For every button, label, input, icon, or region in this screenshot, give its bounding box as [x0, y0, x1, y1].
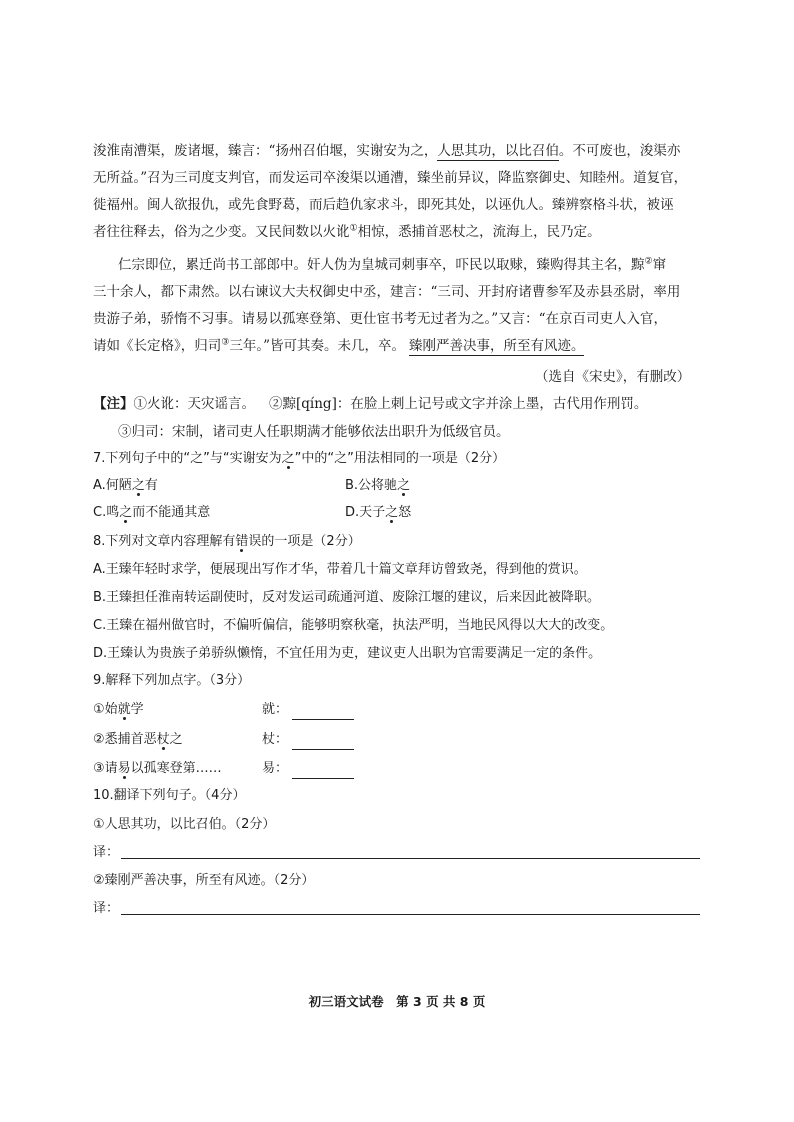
question-9-answer-2[interactable] [262, 730, 354, 750]
answer-blank[interactable] [292, 764, 354, 779]
question-9-answer-3[interactable] [262, 759, 354, 779]
dotted-char: 之 [281, 451, 295, 466]
passage-line-5 [118, 255, 728, 275]
question-8-option-d: D.王臻认为贵族子弟骄纵懒惰，不宜任用为吏，建议吏人出职为官需要满足一定的条件。 [93, 646, 602, 661]
question-9-answer-1[interactable] [262, 700, 354, 720]
passage-text: 窜 [652, 257, 667, 273]
dotted-char: 易 [117, 761, 131, 776]
dotted-char: 之 [397, 478, 411, 493]
note-marker-1: ① [349, 223, 358, 234]
note-marker-2: ② [644, 256, 653, 267]
passage-line-4 [93, 222, 703, 242]
stem-text: 8.下列对文章内容理解 [93, 534, 223, 549]
question-8-stem [93, 532, 361, 552]
note-1-line [93, 394, 647, 414]
dotted-char: 之 [385, 505, 399, 520]
passage-text: 相惊，悉捕首恶杖之，流海上，民乃定。 [357, 224, 601, 240]
dotted-char: 杖 [156, 732, 170, 747]
page-footer: 初三语文试卷 第 3 页 共 8 页 [308, 994, 486, 1009]
stem-text: 的一项是（2分） [261, 534, 361, 549]
question-8-option-c: C.王臻在福州做官时，不偏听偏信，能够明察秋毫，执法严明，当地民风得以大大的改变。 [93, 618, 614, 633]
question-8-option-a: A.王臻年轻时求学，便展现出写作才华，带着几十篇文章拜访曾致尧，得到他的赏识。 [93, 562, 587, 577]
underlined-sentence-2: 臻刚严善决事，所至有风迹。 [408, 338, 585, 354]
passage-source: （选自《宋史》，有删改） [535, 369, 691, 385]
passage-line-7: 贵游子弟，骄惰不习事。请易以孤寒登第、更仕宦书考无过者为之。”又言：“在京百司吏人入官， [93, 311, 668, 327]
item-text: ①始 [93, 702, 118, 717]
passage-text: 三年。”皆可其奏。未几，卒。 [229, 338, 405, 354]
option-text: D.天子 [345, 505, 386, 520]
passage-text: 请如《长定格》，归司 [93, 338, 222, 354]
note-marker-3: ③ [221, 337, 230, 348]
stem-text: ”中的“之”用法相同的一项是（2分） [294, 451, 506, 466]
passage-text: 浚淮南漕渠，废诸堰，臻言：“扬州召伯堰，实谢安为之， [93, 143, 438, 159]
dotted-char: 就 [117, 702, 131, 717]
passage-line-1 [93, 141, 703, 161]
passage-text: 仁宗即位，累迁尚书工部郎中。奸人伪为皇城司刺事卒，吓民以取赇，臻购得其主名，黥 [118, 257, 645, 273]
question-9-item-2 [93, 730, 183, 750]
translation-answer-line-1[interactable] [121, 857, 700, 859]
dotted-char: 之 [119, 505, 133, 520]
note-2: ②黥[qíng]：在脸上刺上记号或文字并涂上墨，古代用作刑罚。 [269, 396, 648, 412]
passage-line-2: 无所益。”召为三司度支判官，而发运司卒浚渠以通漕，臻坐前异议，降监察御史、知睦州。道复官， [93, 170, 688, 186]
item-text: ③请 [93, 761, 118, 776]
answer-blank[interactable] [292, 705, 354, 720]
option-text: B.公将驰 [345, 478, 398, 493]
passage-line-6: 三十余人，都下肃然。以右谏议大夫权御史中丞，建言：“三司、开封府诸曹参军及赤县丞尉，率用 [93, 284, 681, 300]
passage-line-8 [93, 336, 703, 356]
question-7-option-a [93, 476, 158, 496]
passage-text: 。不可废也，浚渠亦 [558, 143, 681, 159]
question-10-stem: 10.翻译下列句子。（4分） [93, 788, 246, 803]
passage-line-3: 徙福州。闽人欲报仇，或先食野葛，而后趋仇家求斗，即死其处，以诬仇人。臻辨察格斗状，被诬 [93, 197, 674, 213]
option-text: 而不能通其意 [132, 505, 211, 520]
answer-blank[interactable] [292, 735, 354, 750]
question-7-stem [93, 449, 505, 469]
dotted-chars: 有错误 [222, 534, 262, 549]
option-text: A.何陋 [93, 478, 132, 493]
passage-text: 者往往释去，俗为之少变。又民间数以火讹 [93, 224, 350, 240]
question-7-option-c [93, 503, 210, 523]
option-text: 怒 [398, 505, 412, 520]
translation-label-2: 译： [93, 901, 120, 916]
translation-label-1: 译： [93, 845, 120, 860]
question-7-option-d [345, 503, 411, 523]
item-text: 学 [130, 702, 144, 717]
dotted-char: 之 [131, 478, 145, 493]
item-text: ②悉捕首恶 [93, 732, 157, 747]
item-text: 以孤寒登第…… [130, 761, 222, 776]
option-text: 有 [144, 478, 158, 493]
question-8-option-b: B.王臻担任淮南转运副使时，反对发运司疏通河道、废除江堰的建议，后来因此被降职。 [93, 590, 601, 605]
translation-answer-line-2[interactable] [121, 913, 700, 915]
question-7-option-b [345, 476, 410, 496]
answer-label: 杖： [262, 732, 289, 747]
note-3: ③归司：宋制，诸司吏人任职期满才能够依法出职升为低级官员。 [118, 424, 510, 440]
stem-text: 7.下列句子中的“之”与“实谢安为 [93, 451, 282, 466]
question-10-sentence-2: ②臻刚严善决事，所至有风迹。（2分） [93, 873, 315, 888]
note-1: ①火讹：天灾谣言。 [133, 396, 255, 412]
option-text: C.鸣 [93, 505, 120, 520]
question-10-sentence-1: ①人思其功，以比召伯。（2分） [93, 817, 276, 832]
question-9-item-3 [93, 759, 222, 779]
notes-label: 【注】 [93, 396, 134, 412]
answer-label: 易： [262, 761, 289, 776]
question-9-item-1 [93, 700, 144, 720]
question-9-stem: 9.解释下列加点字。（3分） [93, 673, 251, 688]
underlined-sentence-1: 人思其功，以比召伯 [437, 143, 559, 159]
answer-label: 就： [262, 702, 289, 717]
item-text: 之 [169, 732, 183, 747]
